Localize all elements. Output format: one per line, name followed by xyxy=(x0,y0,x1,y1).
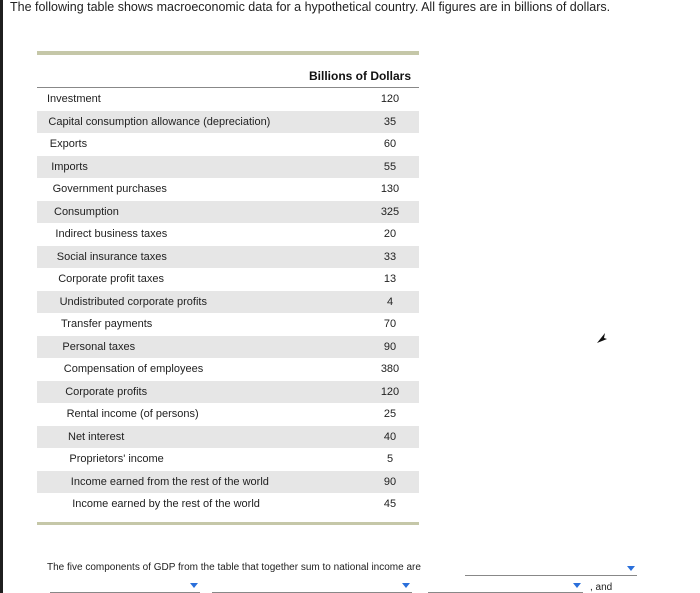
row-value: 55 xyxy=(383,160,397,173)
table-body xyxy=(37,88,419,516)
table-row xyxy=(37,223,419,246)
table-row xyxy=(37,493,419,516)
row-label: Social insurance taxes xyxy=(56,250,167,263)
row-label: Investment xyxy=(47,93,101,105)
column-header-billions: Billions of Dollars xyxy=(308,69,411,83)
table-row xyxy=(37,111,419,134)
row-label: Consumption xyxy=(54,205,119,218)
row-value: 45 xyxy=(383,498,397,510)
table-row xyxy=(37,178,419,201)
row-value: 90 xyxy=(383,475,397,488)
row-value: 4 xyxy=(386,295,394,308)
row-value: 130 xyxy=(380,183,400,195)
row-value: 120 xyxy=(380,93,400,105)
table-row xyxy=(37,448,419,471)
row-label: Net interest xyxy=(68,430,125,443)
row-label: Personal taxes xyxy=(62,340,136,353)
answer-dropdown-4[interactable] xyxy=(428,578,583,593)
table-row xyxy=(37,291,419,314)
row-value: 33 xyxy=(383,250,397,263)
table-row xyxy=(37,471,419,494)
row-value: 13 xyxy=(383,273,397,285)
row-value: 90 xyxy=(383,340,397,353)
table-row xyxy=(37,403,419,426)
table-row xyxy=(37,268,419,291)
caret-down-icon xyxy=(402,583,410,588)
answer-dropdown-1[interactable] xyxy=(465,561,637,576)
intro-text: The following table shows macroeconomic data for a hypothetical country. All figures are in billions of dollars. xyxy=(10,0,611,14)
row-value: 60 xyxy=(383,138,397,150)
row-value: 325 xyxy=(380,205,400,218)
table-row xyxy=(37,246,419,269)
row-value: 120 xyxy=(380,385,400,398)
table-row xyxy=(37,201,419,224)
row-label: Undistributed corporate profits xyxy=(59,295,207,308)
caret-down-icon xyxy=(190,583,198,588)
row-label: Transfer payments xyxy=(61,318,153,330)
table-header-row xyxy=(37,55,419,88)
window-border xyxy=(0,0,3,593)
and-text: , and xyxy=(590,582,613,593)
macro-data-table xyxy=(37,51,419,525)
table-row xyxy=(37,88,419,111)
table-row xyxy=(37,381,419,404)
row-label: Corporate profit taxes xyxy=(58,273,164,285)
table-row xyxy=(37,156,419,179)
row-label: Corporate profits xyxy=(65,385,148,398)
table-row xyxy=(37,336,419,359)
table-bottom-rule xyxy=(37,522,419,525)
row-label: Government purchases xyxy=(52,183,167,195)
row-value: 35 xyxy=(383,115,397,128)
row-value: 70 xyxy=(383,318,397,330)
row-label: Rental income (of persons) xyxy=(66,408,199,420)
caret-down-icon xyxy=(573,583,581,588)
row-label: Exports xyxy=(49,138,88,150)
caret-down-icon xyxy=(627,566,635,571)
question-text: The five components of GDP from the table that together sum to national income are xyxy=(47,562,421,573)
answer-dropdown-3[interactable] xyxy=(212,578,412,593)
answer-dropdown-2[interactable] xyxy=(50,578,200,593)
row-value: 25 xyxy=(383,408,397,420)
row-value: 5 xyxy=(386,453,394,465)
row-value: 380 xyxy=(380,363,400,375)
row-label: Capital consumption allowance (depreciation) xyxy=(48,115,271,128)
row-label: Indirect business taxes xyxy=(55,228,168,240)
row-value: 20 xyxy=(383,228,397,240)
table-row xyxy=(37,133,419,156)
table-row xyxy=(37,313,419,336)
row-value: 40 xyxy=(383,430,397,443)
table-row xyxy=(37,426,419,449)
table-row xyxy=(37,358,419,381)
row-label: Income earned by the rest of the world xyxy=(72,498,260,510)
mouse-pointer-icon xyxy=(594,331,608,345)
row-label: Imports xyxy=(51,160,88,173)
row-label: Income earned from the rest of the world xyxy=(70,475,269,488)
row-label: Compensation of employees xyxy=(63,363,204,375)
row-label: Proprietors' income xyxy=(69,453,164,465)
